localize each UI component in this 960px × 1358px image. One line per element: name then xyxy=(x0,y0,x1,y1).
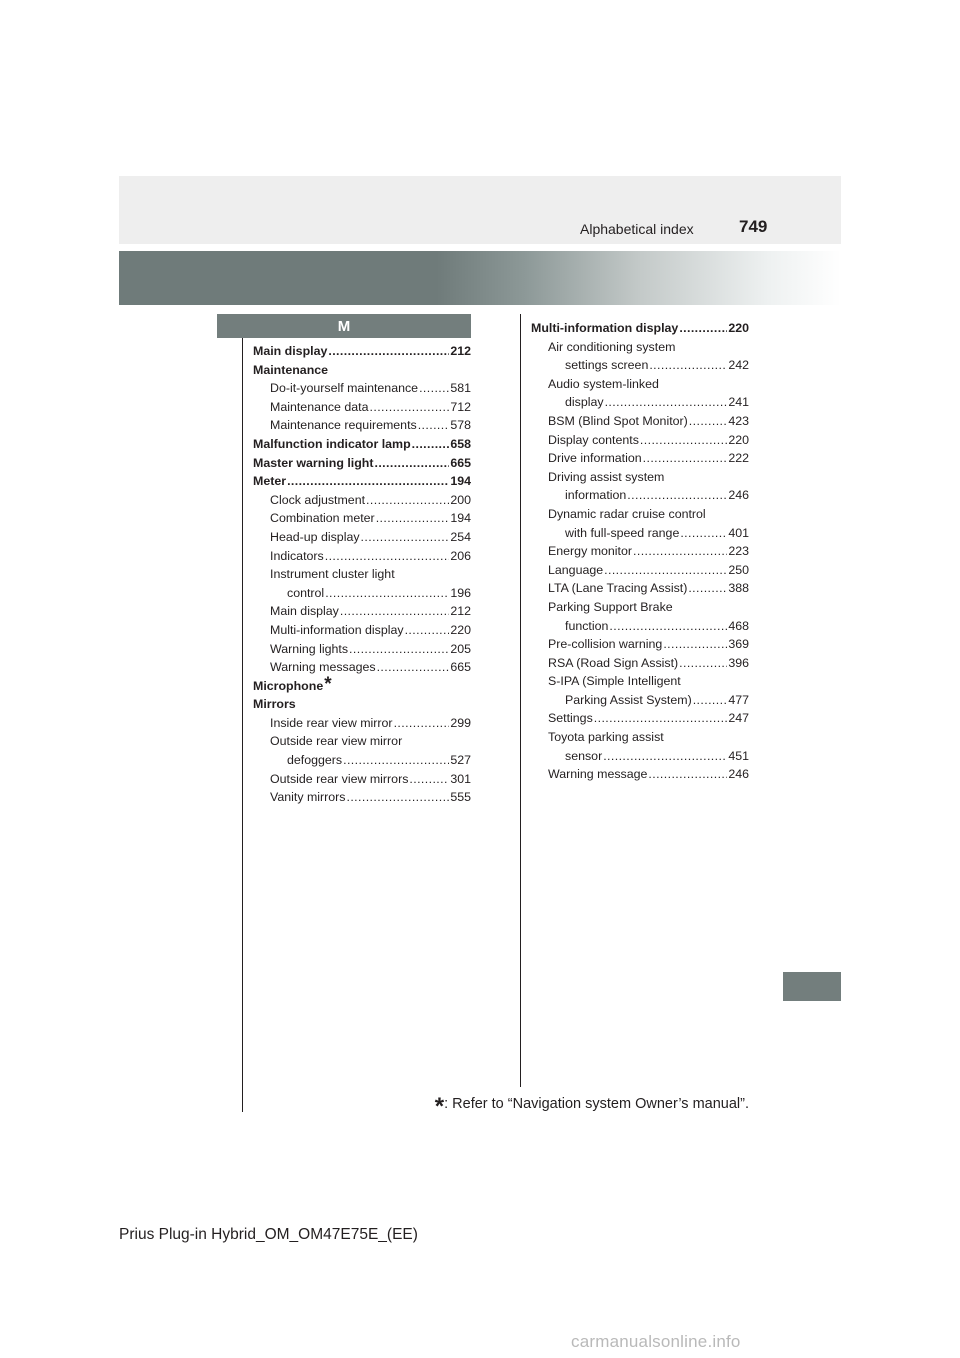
index-entry xyxy=(253,528,471,547)
index-entry xyxy=(253,584,471,603)
index-entry xyxy=(531,672,749,691)
entry-text: LTA (Lane Tracing Assist) xyxy=(548,581,688,596)
dot-leader xyxy=(594,709,728,728)
page-reference: 212 xyxy=(450,344,471,358)
page-reference: 712 xyxy=(450,399,471,414)
entry-text: Meter xyxy=(253,474,287,489)
page-reference: 301 xyxy=(450,771,471,786)
entry-text: Outside rear view mirror xyxy=(270,734,403,749)
index-entry xyxy=(531,691,749,710)
index-entry xyxy=(531,449,749,468)
dot-leader xyxy=(609,617,727,636)
entry-text: Outside rear view mirrors xyxy=(270,771,409,786)
dot-leader xyxy=(679,654,727,673)
index-entry xyxy=(253,673,471,696)
entry-text: Multi-information display xyxy=(270,622,404,637)
index-entry xyxy=(531,431,749,450)
index-entry xyxy=(253,788,471,807)
index-entry xyxy=(253,547,471,566)
index-entry xyxy=(531,393,749,412)
index-entry xyxy=(531,338,749,357)
page-reference: 194 xyxy=(450,474,471,489)
page-reference: 205 xyxy=(450,641,471,656)
entry-text: Parking Assist System) xyxy=(565,692,692,707)
dot-leader xyxy=(405,621,450,640)
index-column-right xyxy=(531,319,749,784)
entry-text: Vanity mirrors xyxy=(270,790,346,805)
page-reference: 220 xyxy=(728,321,749,335)
dot-leader xyxy=(325,584,449,603)
entry-text: Combination meter xyxy=(270,511,375,526)
page-reference: 250 xyxy=(728,562,749,577)
page-reference: 246 xyxy=(728,767,749,782)
dot-leader xyxy=(328,342,449,361)
index-entry xyxy=(531,375,749,394)
entry-text: Energy monitor xyxy=(548,544,633,559)
page-reference: 665 xyxy=(450,455,471,470)
entry-text: Inside rear view mirror xyxy=(270,715,393,730)
page-reference: 578 xyxy=(450,418,471,433)
entry-text: Indicators xyxy=(270,548,324,563)
document-id: Prius Plug-in Hybrid_OM_OM47E75E_(EE) xyxy=(119,1226,418,1243)
entry-text: Dynamic radar cruise control xyxy=(548,506,706,521)
page-reference: 241 xyxy=(728,395,749,410)
page-reference: 401 xyxy=(728,525,749,540)
page-reference: 581 xyxy=(450,381,471,396)
index-entry xyxy=(253,695,471,714)
entry-text: RSA (Road Sign Assist) xyxy=(548,655,679,670)
index-entry xyxy=(531,468,749,487)
entry-text: Display contents xyxy=(548,432,639,447)
left-column-rule xyxy=(242,338,243,1112)
dot-leader xyxy=(640,431,727,450)
watermark: carmanualsonline.info xyxy=(571,1332,741,1351)
index-entry xyxy=(531,728,749,747)
footnote xyxy=(400,1087,749,1120)
page-reference: 665 xyxy=(450,660,471,675)
dot-leader xyxy=(287,472,449,491)
header-band xyxy=(119,176,841,244)
entry-text: Do-it-yourself maintenance xyxy=(270,381,419,396)
footnote-text: : Refer to “Navigation system Owner’s manual”. xyxy=(444,1096,749,1112)
index-entry xyxy=(253,602,471,621)
footnote-asterisk: * xyxy=(434,1093,445,1120)
entry-text: Microphone xyxy=(253,678,324,693)
entry-text: settings screen xyxy=(565,358,649,373)
page-reference: 212 xyxy=(450,604,471,619)
index-entry xyxy=(531,505,749,524)
page-reference: 369 xyxy=(728,637,749,652)
page-reference: 220 xyxy=(450,622,471,637)
index-entry xyxy=(253,379,471,398)
footnote-asterisk: * xyxy=(324,673,332,695)
entry-text: S-IPA (Simple Intelligent xyxy=(548,674,681,689)
entry-text: Mirrors xyxy=(253,697,296,712)
entry-text: function xyxy=(565,618,609,633)
page-reference: 388 xyxy=(728,581,749,596)
entry-text: sensor xyxy=(565,748,603,763)
page-reference: 527 xyxy=(450,753,471,768)
entry-text: control xyxy=(287,585,325,600)
entry-text: Warning lights xyxy=(270,641,349,656)
entry-text: Drive information xyxy=(548,451,642,466)
index-entry xyxy=(253,565,471,584)
index-entry xyxy=(253,472,471,491)
dot-leader xyxy=(633,542,727,561)
page-reference: 555 xyxy=(450,790,471,805)
dot-leader xyxy=(648,765,727,784)
index-entry xyxy=(531,579,749,598)
entry-text: Toyota parking assist xyxy=(548,730,664,745)
entry-text: Maintenance requirements xyxy=(270,418,417,433)
index-column-left xyxy=(253,342,471,807)
page-reference: 396 xyxy=(728,655,749,670)
entry-text: Maintenance xyxy=(253,362,329,377)
dot-leader xyxy=(680,524,727,543)
page-reference: 223 xyxy=(728,544,749,559)
index-entry xyxy=(253,621,471,640)
dot-leader xyxy=(366,491,449,510)
dot-leader xyxy=(605,393,728,412)
entry-text: Warning message xyxy=(548,767,648,782)
entry-text: with full-speed range xyxy=(565,525,680,540)
index-entry xyxy=(253,751,471,770)
index-entry xyxy=(253,770,471,789)
page-reference: 477 xyxy=(728,692,749,707)
index-entry xyxy=(531,765,749,784)
index-entry xyxy=(253,342,471,361)
page-reference: 246 xyxy=(728,488,749,503)
dot-leader xyxy=(370,398,450,417)
dot-leader xyxy=(663,635,727,654)
index-letter-tab: M xyxy=(217,314,471,338)
dot-leader xyxy=(689,412,728,431)
index-entry xyxy=(531,617,749,636)
index-entry xyxy=(531,561,749,580)
index-entry xyxy=(531,635,749,654)
entry-text: Maintenance data xyxy=(270,399,369,414)
page-reference: 206 xyxy=(450,548,471,563)
index-entry xyxy=(253,732,471,751)
page-reference: 200 xyxy=(450,492,471,507)
middle-column-rule xyxy=(520,314,521,1087)
entry-text: display xyxy=(565,395,604,410)
dot-leader xyxy=(688,579,727,598)
index-entry xyxy=(253,454,471,473)
dot-leader xyxy=(347,788,450,807)
index-entry xyxy=(253,416,471,435)
entry-text: Audio system-linked xyxy=(548,376,659,391)
index-entry xyxy=(253,491,471,510)
index-entry xyxy=(253,509,471,528)
page-reference: 196 xyxy=(450,585,471,600)
header-gradient-bar xyxy=(119,251,841,305)
dot-leader xyxy=(418,416,450,435)
index-entry xyxy=(531,542,749,561)
index-entry xyxy=(531,654,749,673)
dot-leader xyxy=(325,547,450,566)
page-reference: 222 xyxy=(728,451,749,466)
entry-text: Warning messages xyxy=(270,660,376,675)
entry-text: Main display xyxy=(270,604,339,619)
dot-leader xyxy=(394,714,450,733)
page-reference: 423 xyxy=(728,413,749,428)
index-entry xyxy=(253,435,471,454)
index-entry xyxy=(531,524,749,543)
index-entry xyxy=(253,658,471,677)
page-reference: 194 xyxy=(450,511,471,526)
entry-text: information xyxy=(565,488,627,503)
dot-leader xyxy=(643,449,728,468)
dot-leader xyxy=(679,319,727,338)
page-reference: 247 xyxy=(728,711,749,726)
index-entry xyxy=(253,361,471,380)
entry-text: Language xyxy=(548,562,604,577)
dot-leader xyxy=(693,691,728,710)
page-reference: 220 xyxy=(728,432,749,447)
entry-text: Driving assist system xyxy=(548,469,665,484)
dot-leader xyxy=(412,435,450,454)
dot-leader xyxy=(340,602,449,621)
page-number: 749 xyxy=(739,217,768,236)
index-entry xyxy=(531,598,749,617)
entry-text: Clock adjustment xyxy=(270,492,366,507)
index-entry xyxy=(531,747,749,766)
entry-text: defoggers xyxy=(287,753,343,768)
entry-text: Malfunction indicator lamp xyxy=(253,436,411,451)
dot-leader xyxy=(603,747,727,766)
entry-text: Multi-information display xyxy=(531,321,679,335)
page-reference: 658 xyxy=(450,436,471,451)
entry-text: Head-up display xyxy=(270,529,360,544)
entry-text: Instrument cluster light xyxy=(270,567,395,582)
entry-text: BSM (Blind Spot Monitor) xyxy=(548,413,688,428)
dot-leader xyxy=(409,770,449,789)
entry-text: Master warning light xyxy=(253,455,374,470)
entry-text: Air conditioning system xyxy=(548,339,676,354)
index-entry xyxy=(531,709,749,728)
index-entry xyxy=(531,356,749,375)
chapter-side-tab xyxy=(783,972,841,1001)
page-reference: 242 xyxy=(728,358,749,373)
entry-text: Main display xyxy=(253,344,328,358)
dot-leader xyxy=(377,658,450,677)
section-title: Alphabetical index xyxy=(580,221,694,237)
dot-leader xyxy=(649,356,727,375)
dot-leader xyxy=(376,509,450,528)
page-reference: 451 xyxy=(728,748,749,763)
page-reference: 468 xyxy=(728,618,749,633)
index-entry xyxy=(531,412,749,431)
dot-leader xyxy=(374,454,449,473)
dot-leader xyxy=(627,486,727,505)
page-reference: 299 xyxy=(450,715,471,730)
dot-leader xyxy=(349,640,449,659)
index-entry xyxy=(253,714,471,733)
page-reference: 254 xyxy=(450,529,471,544)
dot-leader xyxy=(419,379,449,398)
dot-leader xyxy=(361,528,450,547)
index-entry xyxy=(253,398,471,417)
dot-leader xyxy=(343,751,449,770)
index-entry xyxy=(531,319,749,338)
entry-text: Parking Support Brake xyxy=(548,599,673,614)
index-entry xyxy=(253,640,471,659)
entry-text: Pre-collision warning xyxy=(548,637,663,652)
entry-text: Settings xyxy=(548,711,593,726)
index-entry xyxy=(531,486,749,505)
dot-leader xyxy=(604,561,727,580)
